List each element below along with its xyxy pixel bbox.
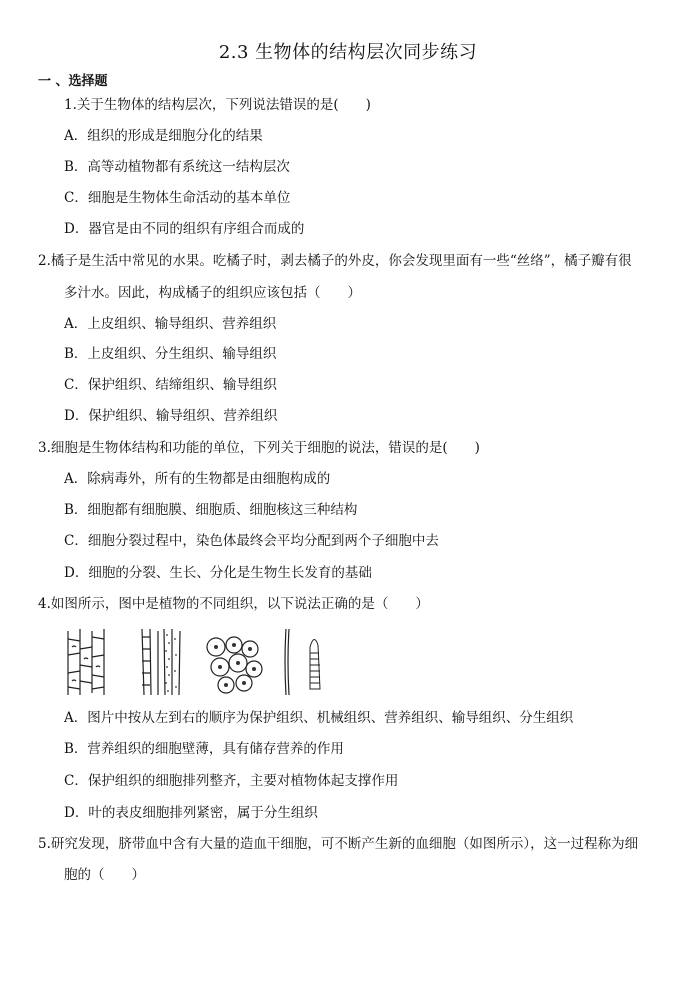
question-1-stem: 1.关于生物体的结构层次，下列说法错误的是( ) [64, 97, 371, 113]
section-heading: 一 、选择题 [38, 74, 108, 89]
protective-tissue-drawing [68, 629, 104, 695]
question-3-option-d: D．细胞的分裂、生长、分化是生物生长发育的基础 [64, 565, 372, 581]
question-3-option-a: A．除病毒外，所有的生物都是由细胞构成的 [64, 471, 331, 487]
question-2-stem-line-2: 多汁水。因此，构成橘子的组织应该包括（ ） [64, 285, 361, 301]
question-3-stem: 3.细胞是生物体结构和功能的单位，下列关于细胞的说法，错误的是( ) [38, 440, 480, 456]
nutritive-tissue-nuclei [214, 643, 256, 687]
question-5-stem-line-1: 5.研究发现，脐带血中含有大量的造血干细胞，可不断产生新的血细胞（如图所示），这一过程称为细 [38, 836, 639, 852]
question-1-option-b: B．高等动植物都有系统这一结构层次 [64, 159, 290, 175]
question-2-option-d: D．保护组织、输导组织、营养组织 [64, 408, 278, 424]
question-4-option-c: C．保护组织的细胞排列整齐，主要对植物体起支撑作用 [64, 773, 399, 789]
question-1-option-d: D．器官是由不同的组织有序组合而成的 [64, 221, 305, 237]
question-2-option-a: A．上皮组织、输导组织、营养组织 [64, 316, 277, 332]
question-4-option-d: D．叶的表皮细胞排列紧密，属于分生组织 [64, 805, 318, 821]
question-1-option-c: C．细胞是生物体生命活动的基本单位 [64, 190, 291, 206]
question-4-stem: 4.如图所示，图中是植物的不同组织，以下说法正确的是（ ） [38, 596, 429, 612]
question-3-option-b: B．细胞都有细胞膜、细胞质、细胞核这三种结构 [64, 502, 358, 518]
question-3-option-c: C．细胞分裂过程中，染色体最终会平均分配到两个子细胞中去 [64, 533, 439, 549]
plant-tissue-figure [64, 625, 334, 697]
question-2-stem-line-1: 2.橘子是生活中常见的水果。吃橘子时，剥去橘子的外皮，你会发现里面有一些“丝络”，橘子瓣有很 [38, 253, 632, 269]
page-title: 2.3 生物体的结构层次同步练习 [218, 42, 478, 63]
question-5-stem-line-2: 胞的（ ） [64, 867, 145, 883]
question-1-option-a: A．组织的形成是细胞分化的结果 [64, 128, 263, 144]
meristematic-tissue-drawing [310, 639, 320, 689]
conducting-tissue-drawing [285, 629, 289, 695]
question-4-option-a: A．图片中按从左到右的顺序为保护组织、机械组织、营养组织、输导组织、分生组织 [64, 710, 574, 726]
question-4-option-b: B．营养组织的细胞壁薄，具有储存营养的作用 [64, 741, 344, 757]
question-2-option-c: C．保护组织、结缔组织、输导组织 [64, 377, 277, 393]
question-2-option-b: B．上皮组织、分生组织、输导组织 [64, 346, 277, 362]
mechanical-tissue-dots [165, 634, 177, 692]
